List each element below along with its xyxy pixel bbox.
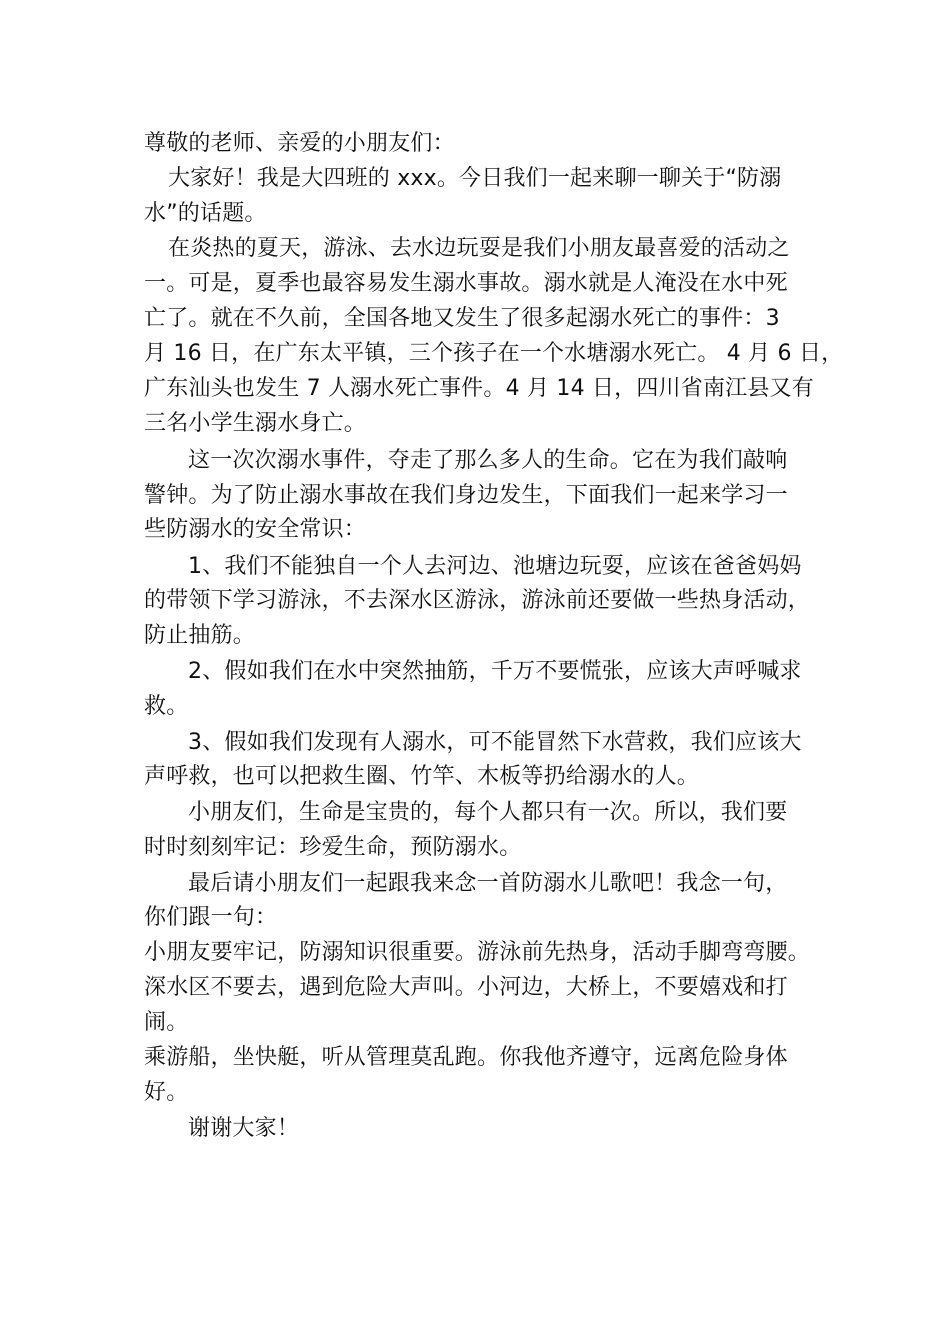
rule-3-line-2: 声呼救，也可以把救生圈、竹竿、木板等扔给溺水的人。 bbox=[144, 764, 700, 789]
rule-2-line-1: 2、假如我们在水中突然抽筋，千万不要慌张，应该大声呼喊求 bbox=[188, 659, 802, 684]
song-line-2: 深水区不要去，遇到危险大声叫。小河边，大桥上，不要嬉戏和打 bbox=[144, 975, 788, 1000]
summer-paragraph-line-2: 一。可是，夏季也最容易发生溺水事故。溺水就是人淹没在水中死 bbox=[144, 271, 788, 296]
song-line-1: 小朋友要牢记，防溺知识很重要。游泳前先热身，活动手脚弯弯腰。 bbox=[144, 940, 811, 965]
life-paragraph-line-2: 时时刻刻牢记：珍爱生命，预防溺水。 bbox=[144, 835, 522, 860]
song-line-5: 好。 bbox=[144, 1080, 189, 1105]
rule-1-line-1: 1、我们不能独自一个人去河边、池塘边玩耍，应该在爸爸妈妈 bbox=[188, 554, 802, 579]
greeting-line-2: 水”的话题。 bbox=[144, 201, 267, 226]
warning-paragraph-line-2: 警钟。为了防止溺水事故在我们身边发生，下面我们一起来学习一 bbox=[144, 483, 788, 508]
summer-paragraph-line-5: 广东汕头也发生 7 人溺水死亡事件。4 月 14 日，四川省南江县又有 bbox=[144, 376, 814, 401]
song-intro-line-2: 你们跟一句： bbox=[144, 905, 278, 930]
summer-paragraph-line-6: 三名小学生溺水身亡。 bbox=[144, 411, 367, 436]
rule-3-line-1: 3、假如我们发现有人溺水，可不能冒然下水营救，我们应该大 bbox=[188, 730, 802, 755]
greeting-line-1: 大家好！我是大四班的 xxx。今日我们一起来聊一聊关于“防溺 bbox=[168, 166, 782, 191]
summer-paragraph-line-3: 亡了。就在不久前，全国各地又发生了很多起溺水死亡的事件：3 bbox=[144, 306, 780, 331]
rule-2-line-2: 救。 bbox=[144, 694, 189, 719]
summer-paragraph-line-4: 月 16 日，在广东太平镇，三个孩子在一个水塘溺水死亡。 4 月 6 日， bbox=[144, 341, 844, 366]
summer-paragraph-line-1: 在炎热的夏天，游泳、去水边玩耍是我们小朋友最喜爱的活动之 bbox=[168, 236, 790, 261]
song-intro-line-1: 最后请小朋友们一起跟我来念一首防溺水儿歌吧！我念一句， bbox=[188, 871, 788, 896]
warning-paragraph-line-1: 这一次次溺水事件，夺走了那么多人的生命。它在为我们敲响 bbox=[188, 448, 788, 473]
rule-1-line-3: 防止抽筋。 bbox=[144, 623, 256, 648]
salutation-line: 尊敬的老师、亲爱的小朋友们： bbox=[144, 131, 455, 156]
warning-paragraph-line-3: 些防溺水的安全常识： bbox=[144, 517, 367, 542]
rule-1-line-2: 的带领下学习游泳，不去深水区游泳，游泳前还要做一些热身活动， bbox=[144, 588, 811, 613]
song-line-3: 闹。 bbox=[144, 1010, 189, 1035]
song-line-4: 乘游船，坐快艇，听从管理莫乱跑。你我他齐遵守，远离危险身体 bbox=[144, 1045, 788, 1070]
life-paragraph-line-1: 小朋友们，生命是宝贵的，每个人都只有一次。所以，我们要 bbox=[188, 800, 788, 825]
closing-thanks: 谢谢大家！ bbox=[188, 1116, 300, 1141]
